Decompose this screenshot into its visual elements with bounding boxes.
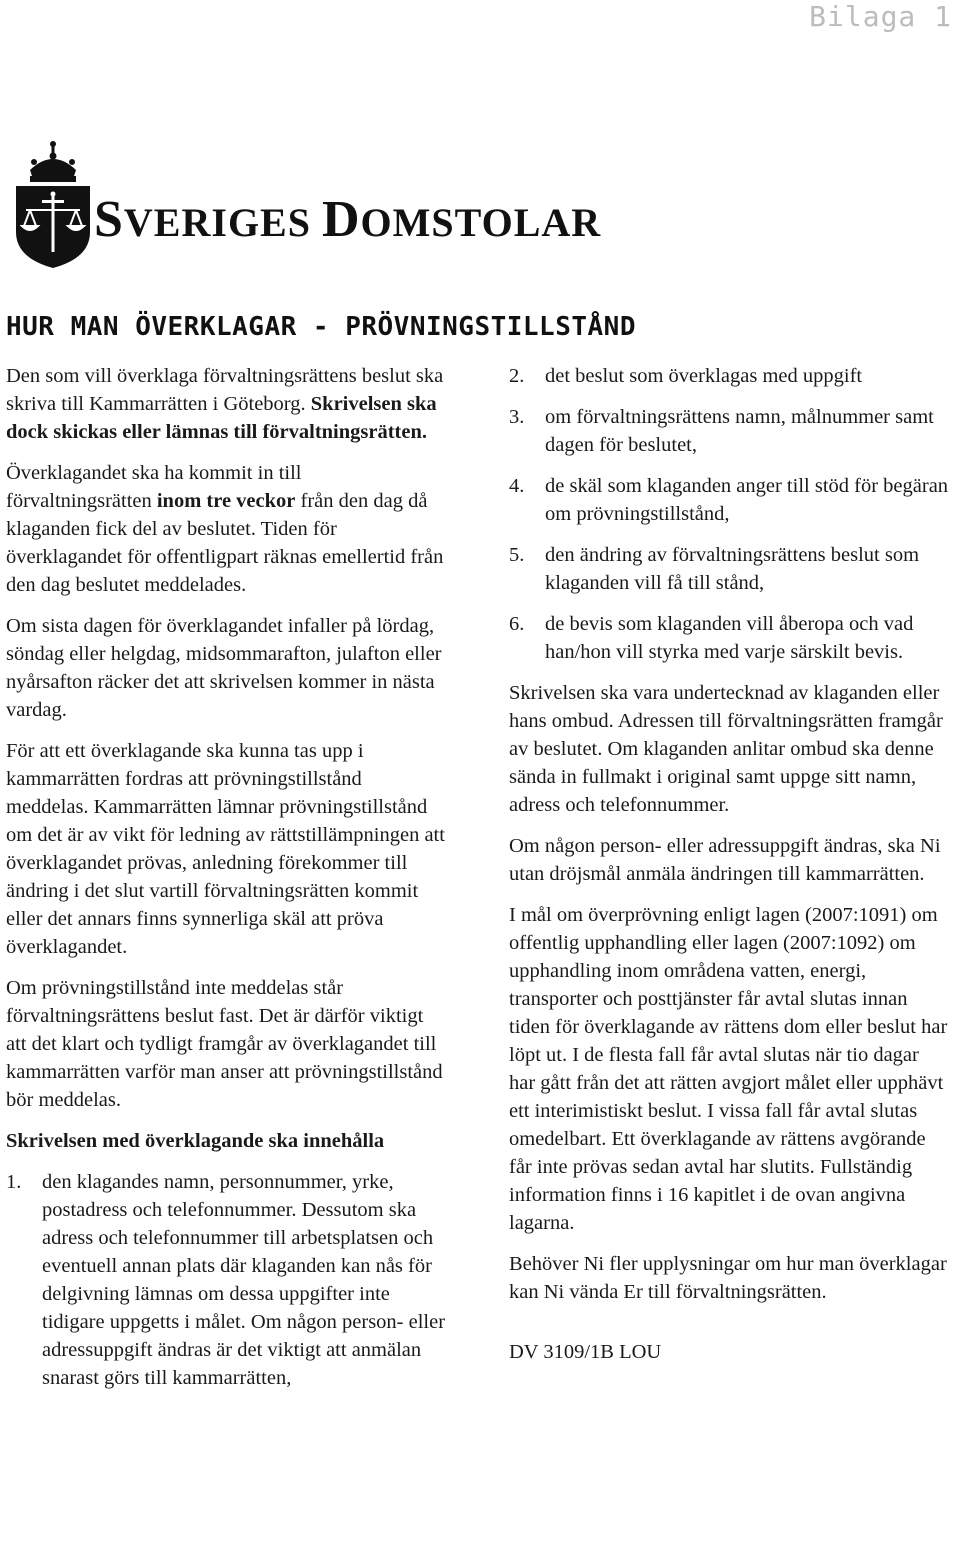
intro-paragraph: Den som vill överklaga förvaltningsrättens beslut ska skriva till Kammarrätten i Göteborg. Skrivelsen ska dock skickas eller lämnas till förvaltningsrätten. [6,365,444,443]
coat-of-arms-icon [8,140,98,270]
deadline-paragraph: Överklagandet ska ha kommit in till förvaltningsrätten inom tre veckor från den dag då klaganden fick del av beslutet. Tiden för överklagandet för offentligpart räknas emellertid från den dag beslutet meddelades. [6,462,444,596]
logo-wordmark: SVERIGES DOMSTOLAR [94,191,602,248]
contents-list-left [6,1168,446,1392]
page-title: HUR MAN ÖVERKLAGAR - PRÖVNINGSTILLSTÅND [6,312,636,342]
weekend-paragraph: Om sista dagen för överklagandet infaller på lördag, söndag eller helgdag, midsommarafton, julafton eller nyårsafton räcker det att skrivelsen kommer in nästa vardag. [6,615,442,721]
no-leave-paragraph: Om prövningstillstånd inte meddelas står förvaltningsrättens beslut fast. Det är därför viktigt att det klart och tydligt framgår av överklagandet till kammarrätten varför man anser att prövningstillstånd bör meddelas. [6,977,443,1111]
list-item: 5. den ändring av förvaltningsrättens beslut som klaganden vill få till stånd, [509,544,920,594]
list-item: 1. den klagandes namn, personnummer, yrke, postadress och telefonnummer. Dessutom ska adress och telefonnummer till arbetsplatsen och eventuell annan plats där klaganden kan nås för delgivning lämnas om dessa uppgifter inte tidigare uppgetts i målet. Om någon person- eller adressuppgift ändras är det viktigt att anmälan snarast görs till kammarrätten, [6,1171,446,1389]
leave-to-appeal-paragraph: För att ett överklagande ska kunna tas upp i kammarrätten fordras att prövningstillstånd meddelas. Kammarrätten lämnar prövningstillstånd om det är av vikt för ledning av rättstillämpningen att överklagandet prövas, anledning förekommer till ändring i det slut vartill förvaltningsrätten kommit eller det annars finns synnerliga skäl att pröva överklagandet. [6,740,445,958]
contents-list-right [509,362,949,666]
list-item: 4. de skäl som klaganden anger till stöd för begäran om prövningstillstånd, [509,475,949,525]
form-code: DV 3109/1B LOU [509,1341,662,1363]
list-item: 3. om förvaltningsrättens namn, målnummer samt dagen för beslutet, [509,406,934,456]
signature-paragraph: Skrivelsen ska vara undertecknad av klaganden eller hans ombud. Adressen till förvaltningsrätten framgår av beslutet. Om klaganden anlitar ombud ska denne sända in fullmakt i original samt uppge sitt namn, adress och telefonnummer. [509,682,943,816]
left-column [6,362,446,1405]
address-change-paragraph: Om någon person- eller adressuppgift ändras, ska Ni utan dröjsmål anmäla ändringen till kammarrätten. [509,835,941,885]
crown-icon [30,141,76,182]
list-item: 6. de bevis som klaganden vill åberopa och vad han/hon vill styrka med varje särskilt bevis. [509,613,914,663]
attachment-label: Bilaga 1 [809,0,952,33]
contents-subheading: Skrivelsen med överklagande ska innehålla [6,1130,385,1152]
list-item: 2. det beslut som överklagas med uppgift [509,365,863,387]
procurement-paragraph: I mål om överprövning enligt lagen (2007:1091) om offentlig upphandling eller lagen (2007:1092) om upphandling inom områdena vatten, energi, transporter och posttjänster får avtal slutas innan tiden för överklagande av rättens dom eller beslut har löpt ut. I de flesta fall får avtal slutas när tio dagar har gått från det att rätten avgjort målet eller upphävt ett interimistiskt beslut. I vissa fall får avtal slutas omedelbart. Ett överklagande av rättens avgörande får inte prövas sedan avtal har slutits. Fullständig information finns i 16 kapitlet i de ovan angivna lagarna. [509,904,948,1234]
more-info-paragraph: Behöver Ni fler upplysningar om hur man överklagar kan Ni vända Er till förvaltningsrätten. [509,1253,947,1303]
right-column [509,362,949,1366]
